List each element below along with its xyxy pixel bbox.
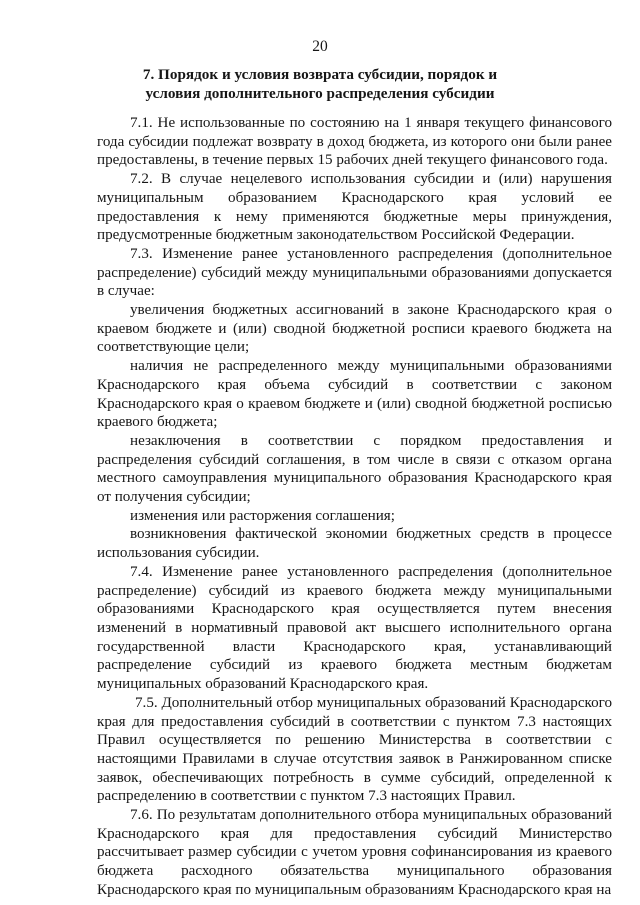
- paragraph-7-4: 7.4. Изменение ранее установленного распределения (дополнительное распределение) субсидий из краевого бюджета между муниципальными образованиями Краснодарского края осуществляется путем внесения изменений в нормативный правовой акт высшего исполнительного органа государственной власти Краснодарского края, устанавливающий распределение субсидий из краевого бюджета местным бюджетам муниципальных образований Краснодарского края.: [97, 563, 612, 693]
- section-heading: 7. Порядок и условия возврата субсидии, порядок и условия дополнительного распределения субсидии: [142, 66, 498, 102]
- list-item-agreement-change: изменения или расторжения соглашения;: [130, 507, 395, 524]
- list-item-budget-increase: увеличения бюджетных ассигнований в законе Краснодарского края о краевом бюджете и (или) сводной бюджетной росписи краевого бюджета на соответствующие цели;: [97, 302, 612, 356]
- list-item-undistributed-volume: наличия не распределенного между муниципальными образованиями Краснодарского края объема субсидий в соответствии с законом Краснодарского края о краевом бюджете и (или) сводной бюджетной росписью краевого бюджета;: [97, 358, 612, 431]
- list-item-savings: возникновения фактической экономии бюджетных средств в процессе использования субсидии.: [97, 526, 612, 562]
- paragraph-7-5: 7.5. Дополнительный отбор муниципальных образований Краснодарского края для предоставления субсидий в соответствии с пунктом 7.3 настоящих Правил осуществляется по решению Министерства в соответствии с настоящими Правилами в случае отсутствия заявок в Ранжированном списке заявок, обеспечивающих потребность в сумме субсидий, определенной к распределению в соответствии с пунктом 7.3 настоящих Правил.: [97, 694, 612, 805]
- document-body: [97, 114, 612, 900]
- list-item-no-agreement: незаключения в соответствии с порядком предоставления и распределения субсидий соглашения, в том числе в связи с отказом органа местного самоуправления муниципального образования Краснодарского края от получения субсидии;: [97, 432, 612, 506]
- page-number: 20: [312, 38, 328, 55]
- paragraph-7-6: 7.6. По результатам дополнительного отбора муниципальных образований Краснодарского края для предоставления субсидий Министерство рассчитывает размер субсидии с учетом уровня софинансирования из краевого бюджета расходного обязательства муниципального образования Краснодарского края по муниципальным образованиям Краснодарского края на: [97, 807, 612, 898]
- paragraph-7-1: 7.1. Не использованные по состоянию на 1 января текущего финансового года субсидии подлежат возврату в доход бюджета, из которого они были ранее предоставлены, в течение первых 15 рабочих дней текущего финансового года.: [97, 115, 612, 169]
- paragraph-7-2: 7.2. В случае нецелевого использования субсидии и (или) нарушения муниципальным образованием Краснодарского края условий ее предоставления к нему применяются бюджетные меры принуждения, предусмотренные бюджетным законодательством Российской Федерации.: [97, 171, 612, 244]
- paragraph-7-3: 7.3. Изменение ранее установленного распределения (дополнительное распределение) субсидий между муниципальными образованиями допускается в случае:: [97, 245, 612, 300]
